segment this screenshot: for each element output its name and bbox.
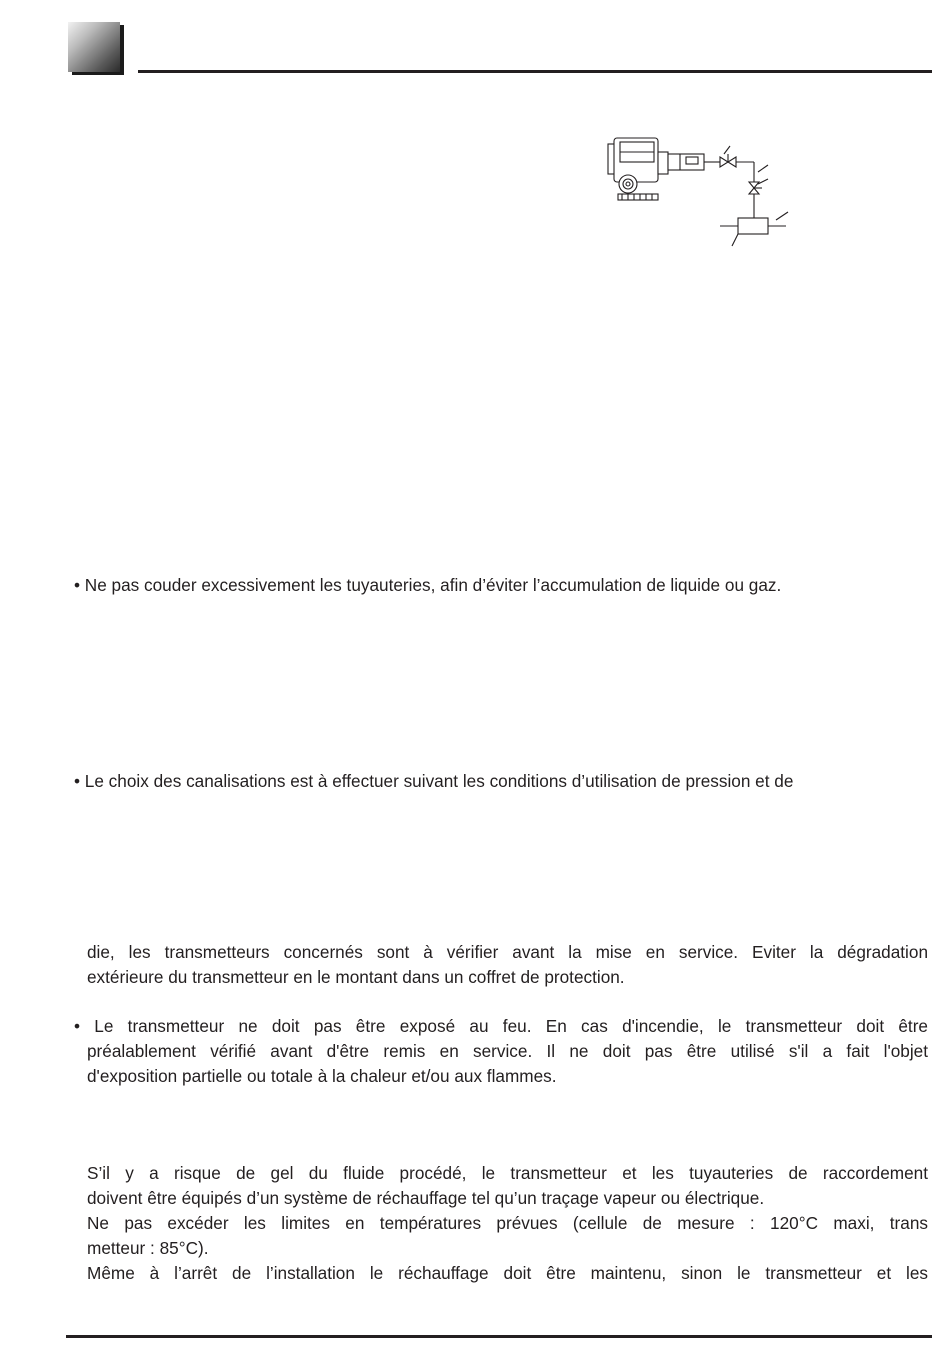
- fire-bullet-paragraph: [74, 1014, 928, 1089]
- footer-rule: [66, 1335, 932, 1338]
- transmitter-installation-diagram: [600, 132, 800, 252]
- bullet-pipe-bending: • Ne pas couder excessivement les tuyauteries, afin d’éviter l’accumulation de liquide ou gaz.: [74, 575, 782, 595]
- header-rule: [138, 70, 932, 73]
- vertical-valve-icon: [749, 182, 762, 194]
- frost-line: Ne pas excéder les limites en températures prévues (cellule de mesure : 120°C maxi, trans: [87, 1213, 928, 1233]
- frost-line: metteur : 85°C).: [87, 1238, 209, 1258]
- fire-intro-line: extérieure du transmetteur en le montant dans un coffret de protection.: [87, 967, 625, 987]
- fire-intro-paragraph: [87, 940, 928, 990]
- fire-bullet-line: • Le transmetteur ne doit pas être exposé au feu. En cas d'incendie, le transmetteur doit être: [74, 1016, 928, 1036]
- frost-line: Même à l’arrêt de l’installation le réchauffage doit être maintenu, sinon le transmetteur et les: [87, 1263, 928, 1283]
- bullet-pipe-selection: • Le choix des canalisations est à effectuer suivant les conditions d’utilisation de pression et de: [74, 771, 794, 791]
- transmitter-icon: [608, 138, 704, 200]
- fire-bullet-line: préalablement vérifié avant d'être remis en service. Il ne doit pas être utilisé s'il a fait l'objet: [87, 1041, 928, 1061]
- fire-bullet-line: d'exposition partielle ou totale à la chaleur et/ou aux flammes.: [87, 1066, 557, 1086]
- frost-paragraph: [87, 1161, 928, 1286]
- frost-line: doivent être équipés d’un système de réchauffage tel qu’un traçage vapeur ou électrique.: [87, 1188, 765, 1208]
- fire-intro-line: die, les transmetteurs concernés sont à vérifier avant la mise en service. Eviter la dégradation: [87, 942, 928, 962]
- chapter-marker: [68, 22, 120, 72]
- valve-icon: [720, 154, 736, 167]
- frost-line: S’il y a risque de gel du fluide procédé, le transmetteur et les tuyauteries de raccordement: [87, 1163, 928, 1183]
